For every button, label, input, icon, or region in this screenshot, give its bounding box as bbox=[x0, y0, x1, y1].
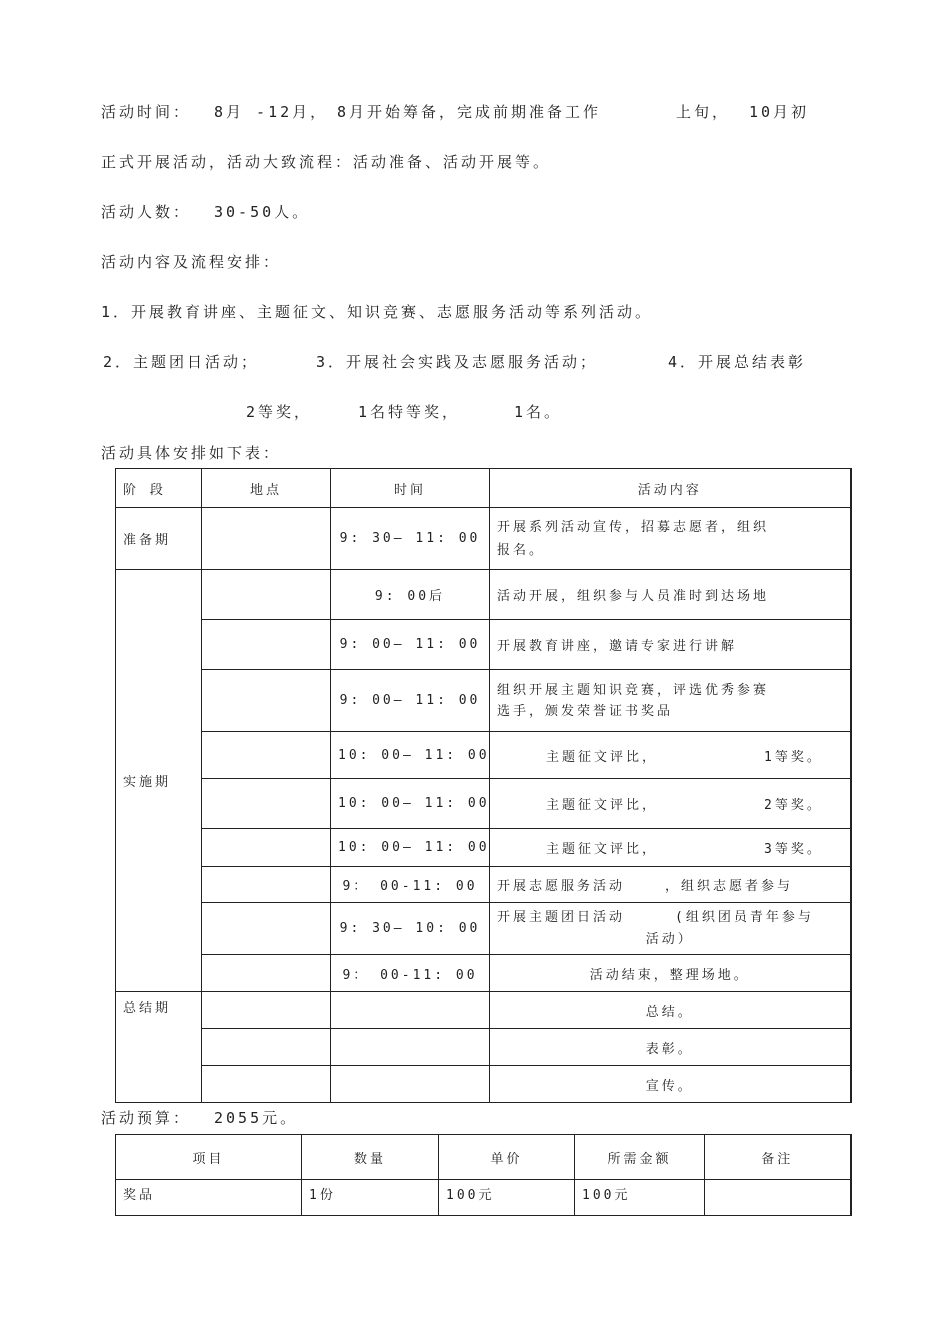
time-cell: 9： 00-11: 00 bbox=[331, 867, 490, 903]
time-cell: 9: 00— 11: 00 bbox=[331, 670, 490, 732]
location-cell bbox=[202, 1029, 331, 1066]
table-row bbox=[116, 867, 851, 903]
table-row bbox=[116, 732, 851, 779]
table-row bbox=[116, 829, 851, 867]
content-part: ，组织志愿者参与 bbox=[665, 879, 794, 894]
time-cell: 10: 00— 11: 00 bbox=[331, 829, 490, 867]
time-cell bbox=[331, 1029, 490, 1066]
table-row bbox=[116, 570, 851, 620]
qty-cell: 1份 bbox=[302, 1180, 439, 1216]
awards-count: 1名。 bbox=[514, 403, 563, 421]
content-cell bbox=[490, 732, 851, 779]
content-cell: 活动结束，整理场地。 bbox=[490, 955, 851, 992]
time-early: 上旬， bbox=[676, 103, 731, 121]
content-cell: 开展教育讲座，邀请专家进行讲解 bbox=[490, 620, 851, 670]
time-cell: 10: 00— 11: 00 bbox=[331, 732, 490, 779]
content-part: 2等奖。 bbox=[764, 798, 823, 813]
content-cell bbox=[490, 867, 851, 903]
location-cell bbox=[202, 1066, 331, 1103]
time-october: 10月初 bbox=[749, 103, 810, 121]
location-cell bbox=[202, 903, 331, 955]
content-cell: 表彰。 bbox=[490, 1029, 851, 1066]
content-cell: 开展系列活动宣传，招募志愿者，组织 报名。 bbox=[490, 508, 851, 570]
time-cell: 10: 00— 11: 00 bbox=[331, 779, 490, 829]
location-cell bbox=[202, 732, 331, 779]
participants-label: 活动人数： bbox=[101, 203, 192, 221]
time-cell: 9: 00— 11: 00 bbox=[331, 620, 490, 670]
budget-label: 活动预算： bbox=[101, 1109, 192, 1127]
table-row bbox=[116, 779, 851, 829]
header-location: 地点 bbox=[202, 469, 331, 508]
table-row bbox=[116, 903, 851, 955]
location-cell bbox=[202, 570, 331, 620]
price-cell: 100元 bbox=[439, 1180, 575, 1216]
header-note: 备注 bbox=[705, 1135, 851, 1180]
content-part: 主题征文评比， bbox=[546, 842, 659, 857]
content-part: 3等奖。 bbox=[764, 842, 823, 857]
location-cell bbox=[202, 829, 331, 867]
content-part: 开展志愿服务活动 bbox=[497, 879, 626, 894]
header-qty: 数量 bbox=[302, 1135, 439, 1180]
content-part: 开展主题团日活动 bbox=[497, 909, 626, 925]
content-cell: 宣传。 bbox=[490, 1066, 851, 1103]
budget-total: 2055元。 bbox=[214, 1109, 299, 1127]
location-cell bbox=[202, 620, 331, 670]
location-cell bbox=[202, 670, 331, 732]
content-part: (组织团员青年参与 bbox=[675, 909, 814, 925]
note-cell bbox=[705, 1180, 851, 1216]
participants-count: 30-50人。 bbox=[214, 203, 311, 221]
content-cell: 总结。 bbox=[490, 992, 851, 1029]
awards-second: 2等奖， bbox=[246, 403, 313, 421]
table-row bbox=[116, 620, 851, 670]
content-part: 1等奖。 bbox=[764, 749, 823, 765]
location-cell bbox=[202, 992, 331, 1029]
budget-table bbox=[115, 1134, 852, 1216]
table-row bbox=[116, 1029, 851, 1066]
content-item-1: 1．开展教育讲座、主题征文、知识竞赛、志愿服务活动等系列活动。 bbox=[101, 303, 654, 321]
process-line: 正式开展活动，活动大致流程：活动准备、活动开展等。 bbox=[101, 153, 552, 171]
table-row bbox=[116, 670, 851, 732]
time-cell bbox=[331, 992, 490, 1029]
content-part: 主题征文评比， bbox=[546, 749, 659, 765]
time-cell: 9： 00-11: 00 bbox=[331, 955, 490, 992]
header-stage: 阶 段 bbox=[116, 469, 202, 508]
schedule-table bbox=[115, 468, 852, 1103]
stage-cell: 准备期 bbox=[116, 508, 202, 570]
content-item-2: 2．主题团日活动； bbox=[103, 353, 260, 371]
location-cell bbox=[202, 779, 331, 829]
time-label: 活动时间： bbox=[101, 103, 192, 121]
table-row bbox=[116, 1180, 851, 1216]
item-cell: 奖品 bbox=[116, 1180, 302, 1216]
content-cell bbox=[490, 779, 851, 829]
content-part: 主题征文评比， bbox=[546, 798, 659, 813]
budget-header-row bbox=[116, 1135, 851, 1180]
awards-special: 1名特等奖， bbox=[358, 403, 461, 421]
content-cell: 活动开展，组织参与人员准时到达场地 bbox=[490, 570, 851, 620]
schedule-heading: 活动具体安排如下表： bbox=[101, 444, 282, 462]
table-row bbox=[116, 1066, 851, 1103]
stage-cell: 总结期 bbox=[116, 992, 202, 1103]
schedule-header-row bbox=[116, 469, 851, 508]
header-content: 活动内容 bbox=[490, 469, 851, 508]
content-cell: 组织开展主题知识竞赛，评选优秀参赛 选手，颁发荣誉证书奖品 bbox=[490, 670, 851, 732]
table-row bbox=[116, 508, 851, 570]
location-cell bbox=[202, 955, 331, 992]
time-range: 8月 -12月， bbox=[214, 103, 329, 121]
stage-cell: 实施期 bbox=[116, 570, 202, 992]
content-item-4: 4．开展总结表彰 bbox=[668, 353, 807, 371]
time-cell bbox=[331, 1066, 490, 1103]
time-cell: 9: 30— 11: 00 bbox=[331, 508, 490, 570]
content-cell bbox=[490, 829, 851, 867]
header-amount: 所需金额 bbox=[575, 1135, 705, 1180]
time-prep: 8月开始筹备，完成前期准备工作 bbox=[337, 103, 602, 121]
time-cell: 9: 30— 10: 00 bbox=[331, 903, 490, 955]
content-heading: 活动内容及流程安排： bbox=[101, 253, 282, 271]
table-row bbox=[116, 992, 851, 1029]
time-cell: 9: 00后 bbox=[331, 570, 490, 620]
header-time: 时间 bbox=[331, 469, 490, 508]
content-part: 活动） bbox=[645, 931, 694, 947]
header-item: 项目 bbox=[116, 1135, 302, 1180]
table-row bbox=[116, 955, 851, 992]
location-cell bbox=[202, 867, 331, 903]
amount-cell: 100元 bbox=[575, 1180, 705, 1216]
header-price: 单价 bbox=[439, 1135, 575, 1180]
content-cell bbox=[490, 903, 851, 955]
location-cell bbox=[202, 508, 331, 570]
content-item-3: 3．开展社会实践及志愿服务活动； bbox=[316, 353, 599, 371]
